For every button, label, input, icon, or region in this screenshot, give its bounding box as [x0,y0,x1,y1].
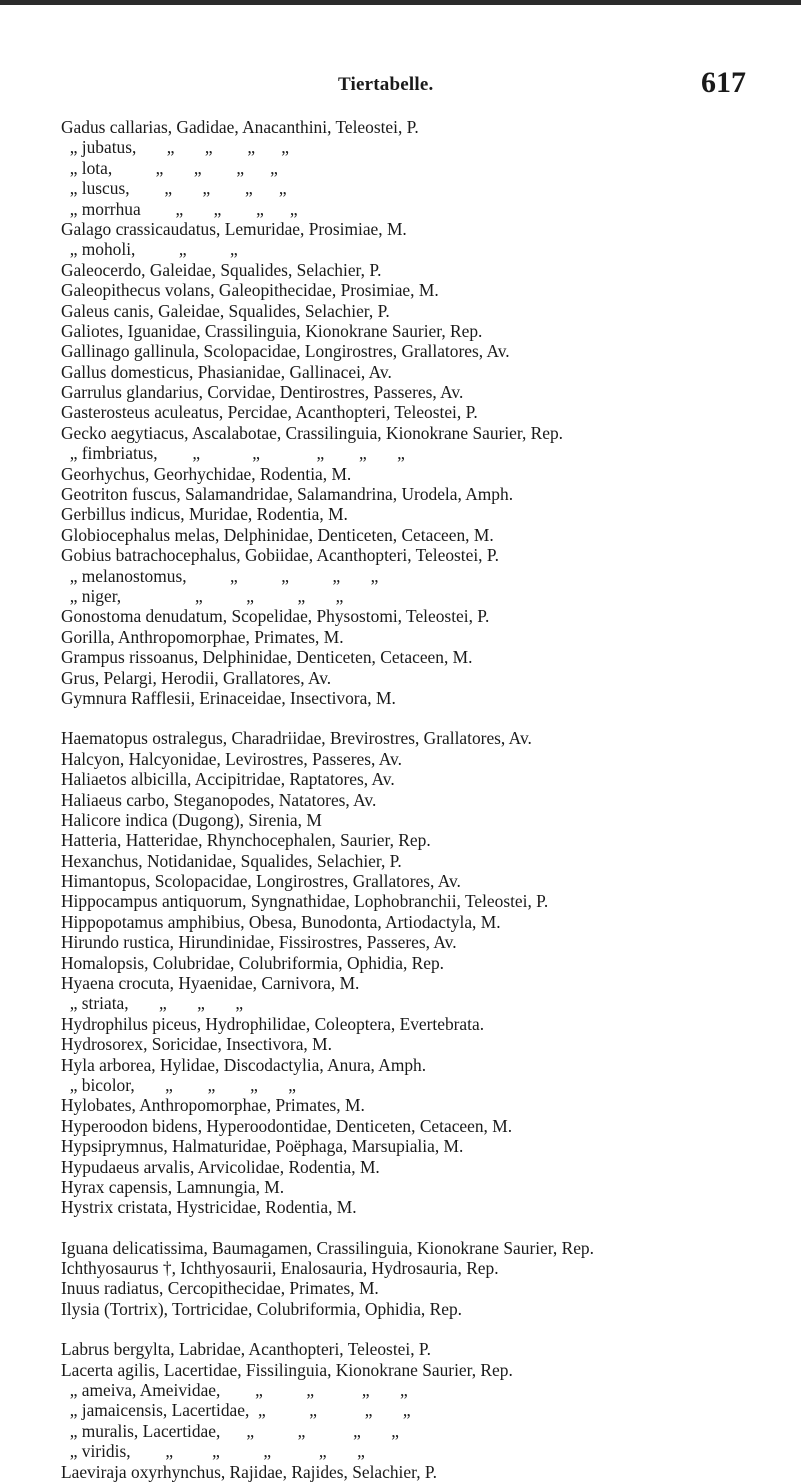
entry-line: Hylobates, Anthropomorphae, Primates, M. [61,1095,365,1116]
entry-line: Hyperoodon bidens, Hyperoodontidae, Denticeten, Cetaceen, M. [61,1115,513,1136]
entry-line: Gobius batrachocephalus, Gobiidae, Acanthopteri, Teleostei, P. [61,545,499,566]
entry-line: Hydrosorex, Soricidae, Insectivora, M. [61,1034,332,1055]
entry-line: „ ameiva, Ameividae, „ „ „ „ [61,1380,408,1401]
entry-line: Hatteria, Hatteridae, Rhynchocephalen, Saurier, Rep. [61,830,431,851]
entry-line: Hyaena crocuta, Hyaenidae, Carnivora, M. [61,973,360,994]
entry-line: „ jubatus, „ „ „ „ [61,137,289,158]
running-title: Tiertabelle. [338,74,434,95]
entry-line: Hippocampus antiquorum, Syngnathidae, Lophobranchii, Teleostei, P. [61,891,549,912]
entry-line: Galago crassicaudatus, Lemuridae, Prosimiae, M. [61,218,407,239]
entry-line: „ jamaicensis, Lacertidae, „ „ „ „ [61,1400,411,1421]
entry-line: Gallus domesticus, Phasianidae, Gallinacei, Av. [61,361,392,382]
entry-line: Halicore indica (Dugong), Sirenia, M [61,809,322,830]
entry-line: Gadus callarias, Gadidae, Anacanthini, Teleostei, P. [61,117,419,137]
entry-line: Iguana delicatissima, Baumagamen, Crassilinguia, Kionokrane Saurier, Rep. [61,1237,594,1258]
entry-line: „ morrhua „ „ „ „ [61,198,298,219]
entry-line: Galeocerdo, Galeidae, Squalides, Selachier, P. [61,259,382,280]
entry-line: Haliaetos albicilla, Accipitridae, Raptatores, Av. [61,769,395,790]
entry-line: Georhychus, Georhychidae, Rodentia, M. [61,463,352,484]
entry-line: „ striata, „ „ „ [61,993,244,1014]
entry-line: Gymnura Rafflesii, Erinaceidae, Insectivora, M. [61,687,396,708]
entry-line: Galeus canis, Galeidae, Squalides, Selachier, P. [61,300,390,321]
entry-line: Geotriton fuscus, Salamandridae, Salamandrina, Urodela, Amph. [61,484,514,505]
entry-line: Haliaeus carbo, Steganopodes, Natatores, Av. [61,789,377,810]
entry-line: „ moholi, „ „ [61,239,238,260]
entry-line: Inuus radiatus, Cercopithecidae, Primates, M. [61,1278,379,1299]
entry-line: Himantopus, Scolopacidae, Longirostres, Grallatores, Av. [61,871,461,892]
entry-line: Hyla arborea, Hylidae, Discodactylia, Anura, Amph. [61,1054,427,1075]
entry-line: „ melanostomus, „ „ „ „ [61,565,379,586]
entry-line: Grampus rissoanus, Delphinidae, Denticeten, Cetaceen, M. [61,647,473,668]
entry-line: Globiocephalus melas, Delphinidae, Denticeten, Cetaceen, M. [61,524,494,545]
entry-line: Gorilla, Anthropomorphae, Primates, M. [61,626,344,647]
entry-line: Garrulus glandarius, Corvidae, Dentirostres, Passeres, Av. [61,382,464,403]
block-gap [61,1319,791,1339]
block-h [61,728,791,1217]
entry-line: „ viridis, „ „ „ „ „ [61,1441,365,1462]
entry-line: „ muralis, Lacertidae, „ „ „ „ [61,1420,400,1441]
entry-line: Hystrix cristata, Hystricidae, Rodentia, M. [61,1197,357,1218]
entry-line: Labrus bergylta, Labridae, Acanthopteri, Teleostei, P. [61,1339,431,1360]
block-g [61,117,791,708]
entry-line: Hydrophilus piceus, Hydrophilidae, Coleoptera, Evertebrata. [61,1013,485,1034]
entry-line: Haematopus ostralegus, Charadriidae, Brevirostres, Grallatores, Av. [61,728,532,749]
entry-line: Gerbillus indicus, Muridae, Rodentia, M. [61,504,348,525]
entry-line: „ lota, „ „ „ „ [61,157,278,178]
entry-line: Halcyon, Halcyonidae, Levirostres, Passeres, Av. [61,748,402,769]
entry-line: Gallinago gallinula, Scolopacidae, Longirostres, Grallatores, Av. [61,341,510,362]
entry-line: Gasterosteus aculeatus, Percidae, Acanthopteri, Teleostei, P. [61,402,478,423]
entry-line: Gecko aegytiacus, Ascalabotae, Crassilinguia, Kionokrane Saurier, Rep. [61,422,564,443]
top-rule [0,0,801,5]
entry-line: Laeviraja oxyrhynchus, Rajidae, Rajides, Selachier, P. [61,1461,437,1482]
entry-line: Hippopotamus amphibius, Obesa, Bunodonta, Artiodactyla, M. [61,911,501,932]
entry-line: Hirundo rustica, Hirundinidae, Fissirostres, Passeres, Av. [61,932,457,953]
entry-line: „ fimbriatus, „ „ „ „ „ [61,443,405,464]
entry-line: Galeopithecus volans, Galeopithecidae, Prosimiae, M. [61,280,439,301]
entry-line: Hyrax capensis, Lamnungia, M. [61,1176,285,1197]
entry-line: Lacerta agilis, Lacertidae, Fissilinguia, Kionokrane Saurier, Rep. [61,1359,513,1380]
entry-line: Ichthyosaurus †, Ichthyosaurii, Enalosauria, Hydrosauria, Rep. [61,1258,499,1279]
entry-line: „ bicolor, „ „ „ „ [61,1074,296,1095]
species-table [61,117,791,1482]
entry-line: Hexanchus, Notidanidae, Squalides, Selachier, P. [61,850,402,871]
entry-line: Grus, Pelargi, Herodii, Grallatores, Av. [61,667,332,688]
entry-line: Galiotes, Iguanidae, Crassilinguia, Kionokrane Saurier, Rep. [61,320,483,341]
block-gap [61,1218,791,1238]
entry-line: Homalopsis, Colubridae, Colubriformia, Ophidia, Rep. [61,952,445,973]
block-gap [61,708,791,728]
entry-line: „ niger, „ „ „ „ [61,585,344,606]
entry-line: Gonostoma denudatum, Scopelidae, Physostomi, Teleostei, P. [61,606,490,627]
entry-line: Hypsiprymnus, Halmaturidae, Poëphaga, Marsupialia, M. [61,1136,464,1157]
entry-line: Ilysia (Tortrix), Tortricidae, Colubriformia, Ophidia, Rep. [61,1298,462,1319]
page-header [0,66,801,102]
entry-line: Hypudaeus arvalis, Arvicolidae, Rodentia, M. [61,1156,380,1177]
page-number: 617 [701,66,746,99]
entry-line: „ luscus, „ „ „ „ [61,178,287,199]
block-l [61,1339,791,1482]
block-i [61,1238,791,1320]
